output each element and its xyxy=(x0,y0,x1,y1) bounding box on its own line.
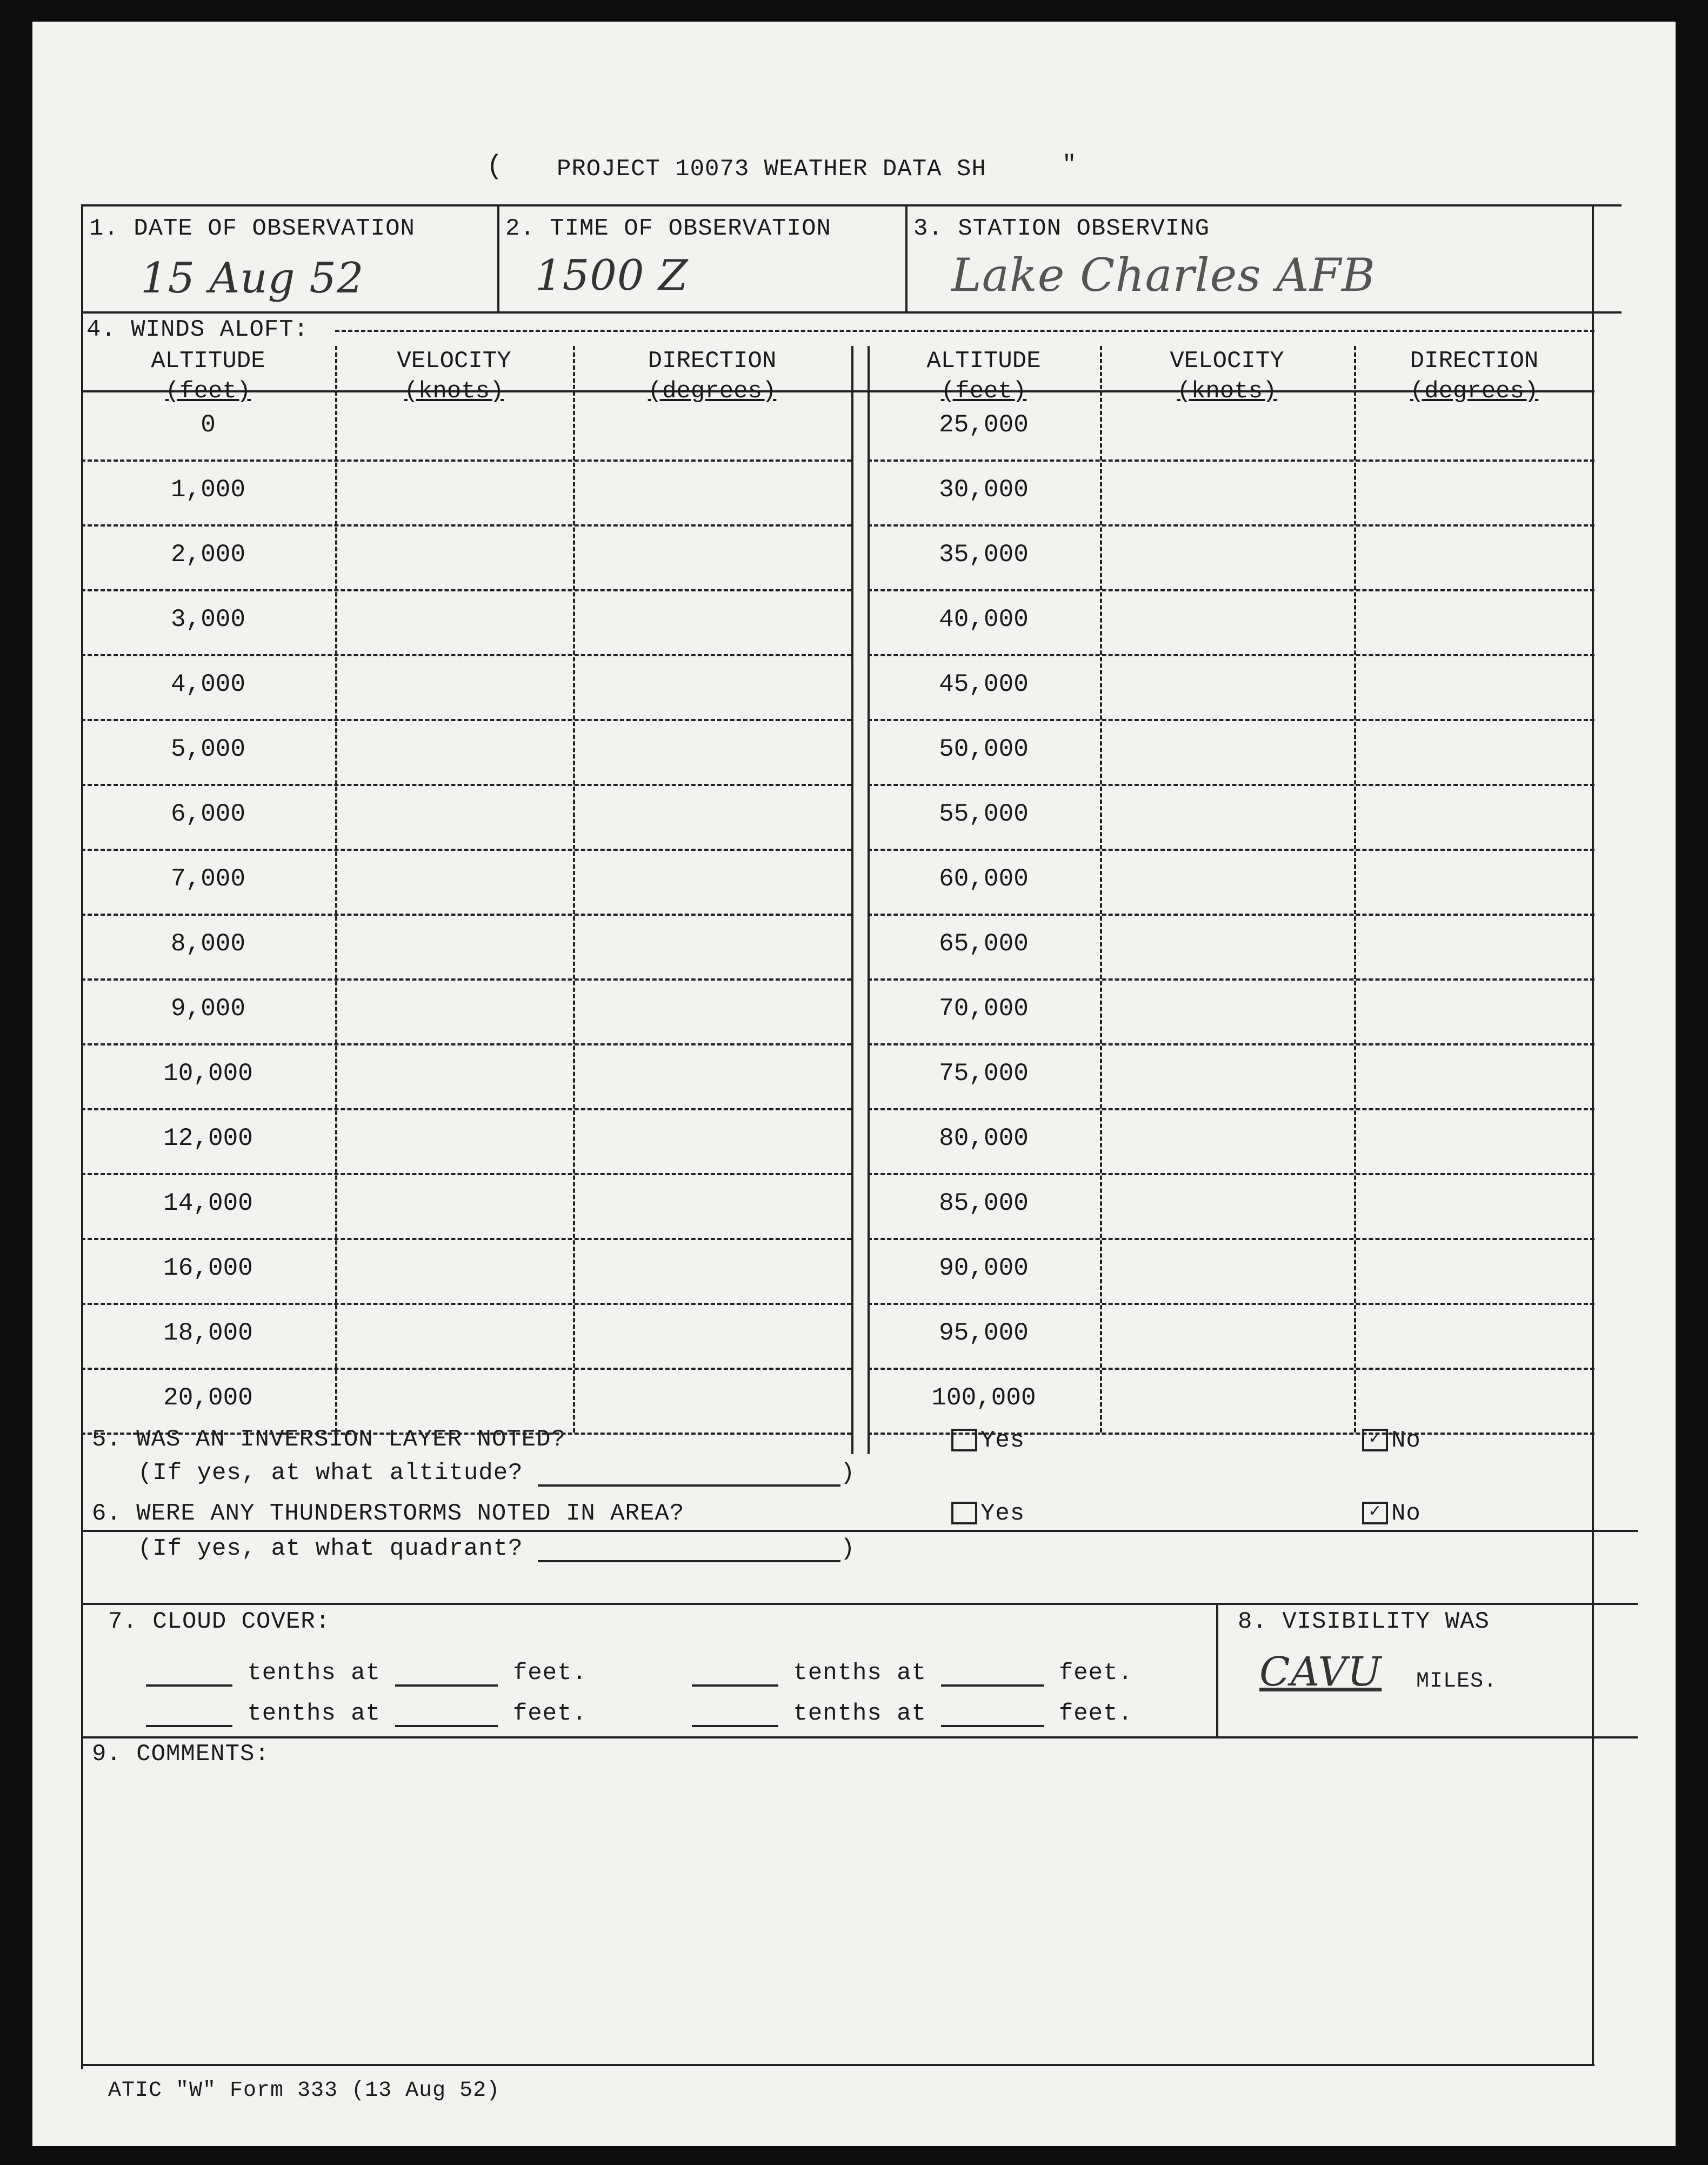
rule xyxy=(81,1433,851,1435)
feet-blank[interactable] xyxy=(941,1725,1044,1727)
station-label: 3. STATION OBSERVING xyxy=(913,215,1210,242)
header-unit: (feet) xyxy=(940,378,1027,405)
altitude-cell: 6,000 xyxy=(170,800,246,828)
altitude-cell: 2,000 xyxy=(170,541,246,569)
rule xyxy=(81,914,851,916)
rule xyxy=(81,1043,851,1045)
rule xyxy=(81,1530,1638,1532)
altitude-cell: 5,000 xyxy=(170,735,246,763)
inversion-sub-close: ) xyxy=(840,1460,856,1487)
rule xyxy=(868,524,1594,527)
header-unit: (degrees) xyxy=(1410,378,1539,405)
inversion-no-label: No xyxy=(1391,1427,1421,1454)
inversion-yes-option[interactable] xyxy=(951,1427,1025,1454)
rule xyxy=(868,589,1594,591)
inversion-sub-text: (If yes, at what altitude? xyxy=(138,1460,523,1487)
header-unit: (knots) xyxy=(404,378,504,405)
inversion-no-option[interactable] xyxy=(1362,1427,1421,1454)
thunder-yes-label: Yes xyxy=(980,1500,1025,1527)
header-unit: (degrees) xyxy=(648,378,777,405)
rule xyxy=(868,1043,1594,1045)
header-paren: ( xyxy=(486,151,504,182)
station-value: Lake Charles AFB xyxy=(951,249,1376,302)
thunder-yes-option[interactable] xyxy=(951,1500,1025,1527)
altitude-cell: 60,000 xyxy=(939,865,1029,893)
rule xyxy=(868,1173,1594,1175)
visibility-unit: MILES. xyxy=(1416,1669,1498,1694)
header-line: ALTITUDE xyxy=(926,348,1041,375)
rule xyxy=(81,849,851,851)
feet-label: feet. xyxy=(498,1660,587,1687)
altitude-cell: 80,000 xyxy=(939,1124,1029,1153)
rule xyxy=(868,914,1594,916)
altitude-cell: 4,000 xyxy=(170,670,246,698)
altitude-cell: 55,000 xyxy=(939,800,1029,828)
inversion-sub xyxy=(138,1460,855,1487)
rule xyxy=(868,1108,1594,1110)
altitude-cell: 95,000 xyxy=(939,1319,1029,1347)
altitude-cell: 30,000 xyxy=(939,476,1029,504)
rule xyxy=(81,459,851,462)
header-line: DIRECTION xyxy=(648,348,777,375)
header-line: ALTITUDE xyxy=(151,348,265,375)
rule xyxy=(868,1433,1594,1435)
rule xyxy=(573,346,575,1433)
rule xyxy=(1592,204,1594,2064)
rule xyxy=(335,330,1594,332)
left-header-2 xyxy=(573,346,851,407)
rule xyxy=(497,204,499,312)
tenths-label: tenths at xyxy=(778,1660,942,1687)
altitude-cell: 8,000 xyxy=(170,930,246,958)
rule xyxy=(81,1603,1638,1605)
altitude-cell: 45,000 xyxy=(939,670,1029,698)
altitude-cell: 40,000 xyxy=(939,605,1029,634)
altitude-cell: 3,000 xyxy=(170,605,246,634)
rule xyxy=(81,204,83,2069)
rule xyxy=(1216,1603,1218,1738)
rule xyxy=(81,524,851,527)
comments-area[interactable] xyxy=(141,1784,1573,2043)
thunder-question: 6. WERE ANY THUNDERSTORMS NOTED IN AREA? xyxy=(92,1500,685,1527)
header-line: VELOCITY xyxy=(397,348,511,375)
altitude-cell: 10,000 xyxy=(163,1060,253,1088)
feet-label: feet. xyxy=(1044,1700,1133,1727)
tenths-blank[interactable] xyxy=(146,1684,232,1687)
tenths-blank[interactable] xyxy=(692,1684,778,1687)
rule xyxy=(81,719,851,721)
visibility-value: CAVU xyxy=(1259,1649,1382,1695)
form-number: ATIC "W" Form 333 (13 Aug 52) xyxy=(108,2079,501,2103)
altitude-cell: 100,000 xyxy=(931,1384,1036,1412)
date-value: 15 Aug 52 xyxy=(141,254,364,303)
altitude-cell: 75,000 xyxy=(939,1060,1029,1088)
altitude-cell: 9,000 xyxy=(170,995,246,1023)
rule xyxy=(868,346,870,1454)
rule xyxy=(1100,346,1102,1433)
header-unit: (knots) xyxy=(1177,378,1277,405)
altitude-cell: 7,000 xyxy=(170,865,246,893)
rule xyxy=(868,1238,1594,1240)
altitude-cell: 35,000 xyxy=(939,541,1029,569)
thunder-no-option[interactable] xyxy=(1362,1500,1421,1527)
altitude-cell: 16,000 xyxy=(163,1254,253,1282)
feet-blank[interactable] xyxy=(941,1684,1044,1687)
altitude-cell: 18,000 xyxy=(163,1319,253,1347)
winds-label: 4. WINDS ALOFT: xyxy=(86,316,309,343)
cloud-label: 7. CLOUD COVER: xyxy=(108,1608,331,1635)
rule xyxy=(81,1736,1638,1738)
left-header-1 xyxy=(335,346,573,407)
rule xyxy=(81,978,851,981)
altitude-cell: 20,000 xyxy=(163,1384,253,1412)
thunder-sub xyxy=(138,1535,855,1562)
altitude-cell: 90,000 xyxy=(939,1254,1029,1282)
rule xyxy=(81,204,1622,206)
thunder-no-checkbox[interactable] xyxy=(1362,1502,1388,1524)
rule xyxy=(868,978,1594,981)
feet-label: feet. xyxy=(498,1700,587,1727)
header-unit: (feet) xyxy=(165,378,251,405)
cloud-entry xyxy=(692,1700,1133,1727)
rule xyxy=(81,589,851,591)
thunder-sub-close: ) xyxy=(840,1535,856,1562)
rule xyxy=(868,1368,1594,1370)
feet-blank[interactable] xyxy=(395,1684,498,1687)
tenths-blank[interactable] xyxy=(146,1725,232,1727)
altitude-cell: 85,000 xyxy=(939,1189,1029,1217)
cloud-entry xyxy=(146,1660,587,1687)
date-label: 1. DATE OF OBSERVATION xyxy=(89,215,415,242)
check-icon: ✓ xyxy=(1369,1429,1381,1450)
inversion-question: 5. WAS AN INVERSION LAYER NOTED? xyxy=(92,1426,566,1453)
header-line: VELOCITY xyxy=(1170,348,1284,375)
altitude-cell: 70,000 xyxy=(939,995,1029,1023)
cloud-entry xyxy=(146,1700,587,1727)
rule xyxy=(868,459,1594,462)
rule xyxy=(868,719,1594,721)
rule xyxy=(868,654,1594,656)
thunder-yes-checkbox[interactable] xyxy=(951,1502,977,1524)
altitude-cell: 14,000 xyxy=(163,1189,253,1217)
rule xyxy=(868,1303,1594,1305)
thunder-sub-text: (If yes, at what quadrant? xyxy=(138,1535,523,1562)
feet-blank[interactable] xyxy=(395,1725,498,1727)
time-label: 2. TIME OF OBSERVATION xyxy=(505,215,831,242)
rule xyxy=(1354,346,1356,1433)
rule xyxy=(81,311,1622,314)
rule xyxy=(851,346,853,1454)
rule xyxy=(81,1108,851,1110)
form-title: PROJECT 10073 WEATHER DATA SH xyxy=(557,156,986,183)
altitude-cell: 50,000 xyxy=(939,735,1029,763)
header-tail: " xyxy=(1062,151,1077,178)
altitude-cell: 1,000 xyxy=(170,476,246,504)
inversion-altitude-blank[interactable] xyxy=(538,1484,840,1487)
rule xyxy=(81,1238,851,1240)
altitude-cell: 0 xyxy=(201,411,216,439)
rule xyxy=(81,1173,851,1175)
rule xyxy=(335,346,337,1433)
right-header-1 xyxy=(1100,346,1354,407)
altitude-cell: 65,000 xyxy=(939,930,1029,958)
time-value: 1500 Z xyxy=(535,251,689,300)
right-header-0 xyxy=(868,346,1100,407)
left-header-0 xyxy=(81,346,335,407)
header-line: DIRECTION xyxy=(1410,348,1539,375)
check-icon: ✓ xyxy=(1369,1502,1381,1523)
right-header-2 xyxy=(1354,346,1594,407)
inversion-yes-label: Yes xyxy=(980,1427,1025,1454)
rule xyxy=(81,1368,851,1370)
altitude-cell: 12,000 xyxy=(163,1124,253,1153)
altitude-cell: 25,000 xyxy=(939,411,1029,439)
visibility-label: 8. VISIBILITY WAS xyxy=(1238,1608,1490,1635)
tenths-blank[interactable] xyxy=(692,1725,778,1727)
rule xyxy=(81,654,851,656)
thunder-quadrant-blank[interactable] xyxy=(538,1560,840,1562)
feet-label: feet. xyxy=(1044,1660,1133,1687)
rule xyxy=(81,1303,851,1305)
rule xyxy=(868,849,1594,851)
rule xyxy=(81,784,851,786)
rule xyxy=(905,204,908,312)
tenths-label: tenths at xyxy=(232,1700,396,1727)
tenths-label: tenths at xyxy=(232,1660,396,1687)
comments-label: 9. COMMENTS: xyxy=(92,1741,270,1768)
form-sheet xyxy=(32,22,1676,2146)
rule xyxy=(868,784,1594,786)
rule xyxy=(81,2064,1594,2066)
cloud-entry xyxy=(692,1660,1133,1687)
thunder-no-label: No xyxy=(1391,1500,1421,1527)
tenths-label: tenths at xyxy=(778,1700,942,1727)
